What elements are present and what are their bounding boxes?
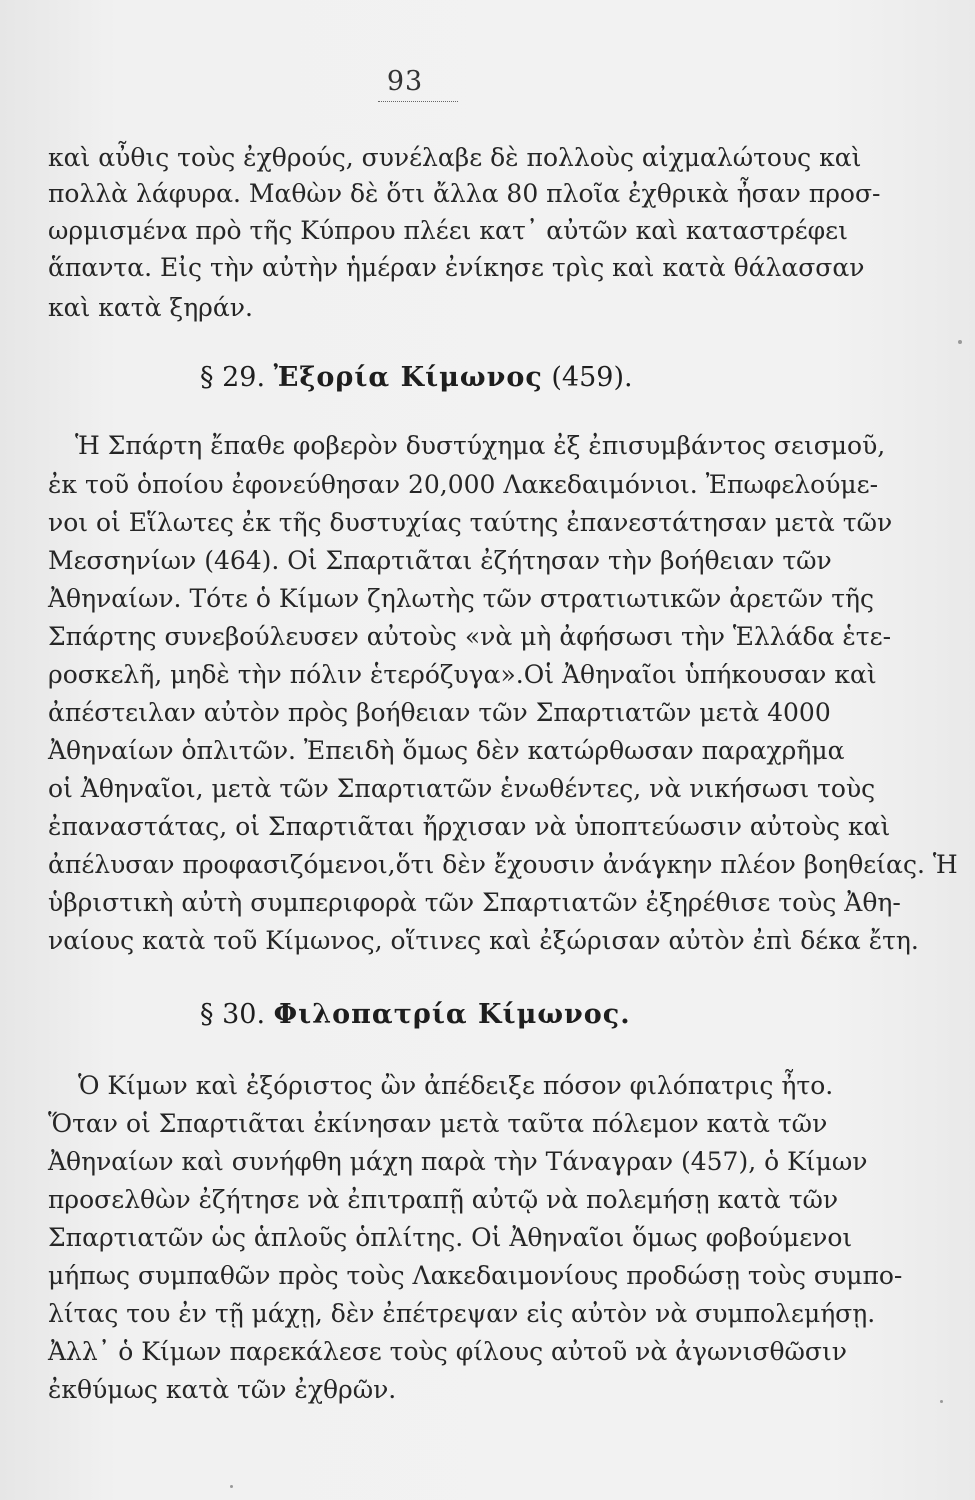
text-line: καὶ κατὰ ξηράν.: [48, 293, 253, 322]
text-line: ἀπέλυσαν προφασιζόμενοι,ὅτι δὲν ἔχουσιν ἀνάγκην πλέον βοηθείας. Ἡ: [48, 850, 958, 879]
text-line: Ἀθηναίων. Τότε ὁ Κίμων ζηλωτὴς τῶν στρατιωτικῶν ἀρετῶν τῆς: [48, 584, 875, 613]
paper-speck: [958, 340, 962, 344]
text-line: ἐπαναστάτας, οἱ Σπαρτιᾶται ἤρχισαν νὰ ὑποπτεύωσιν αὐτοὺς καὶ: [48, 812, 891, 841]
text-line: ωρμισμένα πρὸ τῆς Κύπρου πλέει κατ᾽ αὐτῶν καὶ καταστρέφει: [48, 216, 848, 245]
text-line: Σπαρτιατῶν ὡς ἁπλοῦς ὁπλίτης. Οἱ Ἀθηναῖοι ὅμως φοβούμενοι: [48, 1223, 853, 1252]
page-number: 93: [386, 66, 424, 97]
text-line: Ἀλλ᾽ ὁ Κίμων παρεκάλεσε τοὺς φίλους αὐτοῦ νὰ ἀγωνισθῶσιν: [48, 1337, 847, 1366]
text-line: ναίους κατὰ τοῦ Κίμωνος, οἵτινες καὶ ἐξώρισαν αὐτὸν ἐπὶ δέκα ἔτη.: [48, 926, 919, 955]
paper-speck: [230, 1485, 233, 1488]
page-number-rule: [378, 101, 458, 102]
section-29-mark: § 29.: [200, 362, 266, 393]
section-30-heading: [200, 995, 631, 1035]
text-line: Ἀθηναίων καὶ συνήφθη μάχη παρὰ τὴν Τάναγραν (457), ὁ Κίμων: [48, 1147, 868, 1176]
text-line: νοι οἱ Εἵλωτες ἐκ τῆς δυστυχίας ταύτης ἐπανεστάτησαν μετὰ τῶν: [48, 508, 893, 537]
text-line: ἐκ τοῦ ὁποίου ἐφονεύθησαν 20,000 Λακεδαιμόνιοι. Ἐπωφελούμε-: [48, 470, 879, 499]
text-line: ἀπέστειλαν αὐτὸν πρὸς βοήθειαν τῶν Σπαρτιατῶν μετὰ 4000: [48, 698, 831, 727]
text-line: ροσκελῆ, μηδὲ τὴν πόλιν ἑτερόζυγα».Οἱ Ἀθηναῖοι ὑπήκουσαν καὶ: [48, 660, 877, 689]
text-line: λίτας του ἐν τῇ μάχῃ, δὲν ἐπέτρεψαν εἰς αὐτὸν νὰ συμπολεμήσῃ.: [48, 1299, 876, 1328]
text-line: προσελθὼν ἐζήτησε νὰ ἐπιτραπῇ αὐτῷ νὰ πολεμήσῃ κατὰ τῶν: [48, 1185, 839, 1214]
text-line: ὑβριστικὴ αὐτὴ συμπεριφορὰ τῶν Σπαρτιατῶν ἐξηρέθισε τοὺς Ἀθη-: [48, 888, 901, 917]
section-29-title: Ἐξορία Κίμωνος: [273, 362, 543, 393]
text-line: πολλὰ λάφυρα. Μαθὼν δὲ ὅτι ἄλλα 80 πλοῖα ἐχθρικὰ ἦσαν προσ-: [48, 179, 881, 208]
text-line: ἅπαντα. Εἰς τὴν αὐτὴν ἡμέραν ἐνίκησε τρὶς καὶ κατὰ θάλασσαν: [48, 253, 865, 282]
text-line: οἱ Ἀθηναῖοι, μετὰ τῶν Σπαρτιατῶν ἑνωθέντες, νὰ νικήσωσι τοὺς: [48, 774, 876, 803]
text-line: Μεσσηνίων (464). Οἱ Σπαρτιᾶται ἐζήτησαν τὴν βοήθειαν τῶν: [48, 546, 832, 575]
text-line: Ὅταν οἱ Σπαρτιᾶται ἐκίνησαν μετὰ ταῦτα πόλεμον κατὰ τῶν: [48, 1109, 828, 1138]
text-line: Ἀθηναίων ὁπλιτῶν. Ἐπειδὴ ὅμως δὲν κατώρθωσαν παραχρῆμα: [48, 736, 845, 765]
text-line: Σπάρτης συνεβούλευσεν αὐτοὺς «νὰ μὴ ἀφήσωσι τὴν Ἑλλάδα ἑτε-: [48, 622, 892, 651]
text-line: ἐκθύμως κατὰ τῶν ἐχθρῶν.: [48, 1375, 397, 1404]
paper-speck: [940, 1400, 943, 1403]
text-line: μήπως συμπαθῶν πρὸς τοὺς Λακεδαιμονίους προδώσῃ τοὺς συμπο-: [48, 1261, 903, 1290]
section-29-heading: [200, 358, 633, 398]
text-line: καὶ αὖθις τοὺς ἐχθρούς, συνέλαβε δὲ πολλοὺς αἰχμαλώτους καὶ: [48, 143, 862, 172]
section-29-year: (459).: [551, 362, 633, 393]
section-30-mark: § 30.: [200, 999, 266, 1030]
text-line: Ἡ Σπάρτη ἔπαθε φοβερὸν δυστύχημα ἐξ ἐπισυμβάντος σεισμοῦ,: [75, 431, 886, 460]
text-line: Ὁ Κίμων καὶ ἐξόριστος ὢν ἀπέδειξε πόσον φιλόπατρις ἦτο.: [78, 1071, 834, 1100]
section-30-title: Φιλοπατρία Κίμωνος.: [273, 999, 631, 1030]
